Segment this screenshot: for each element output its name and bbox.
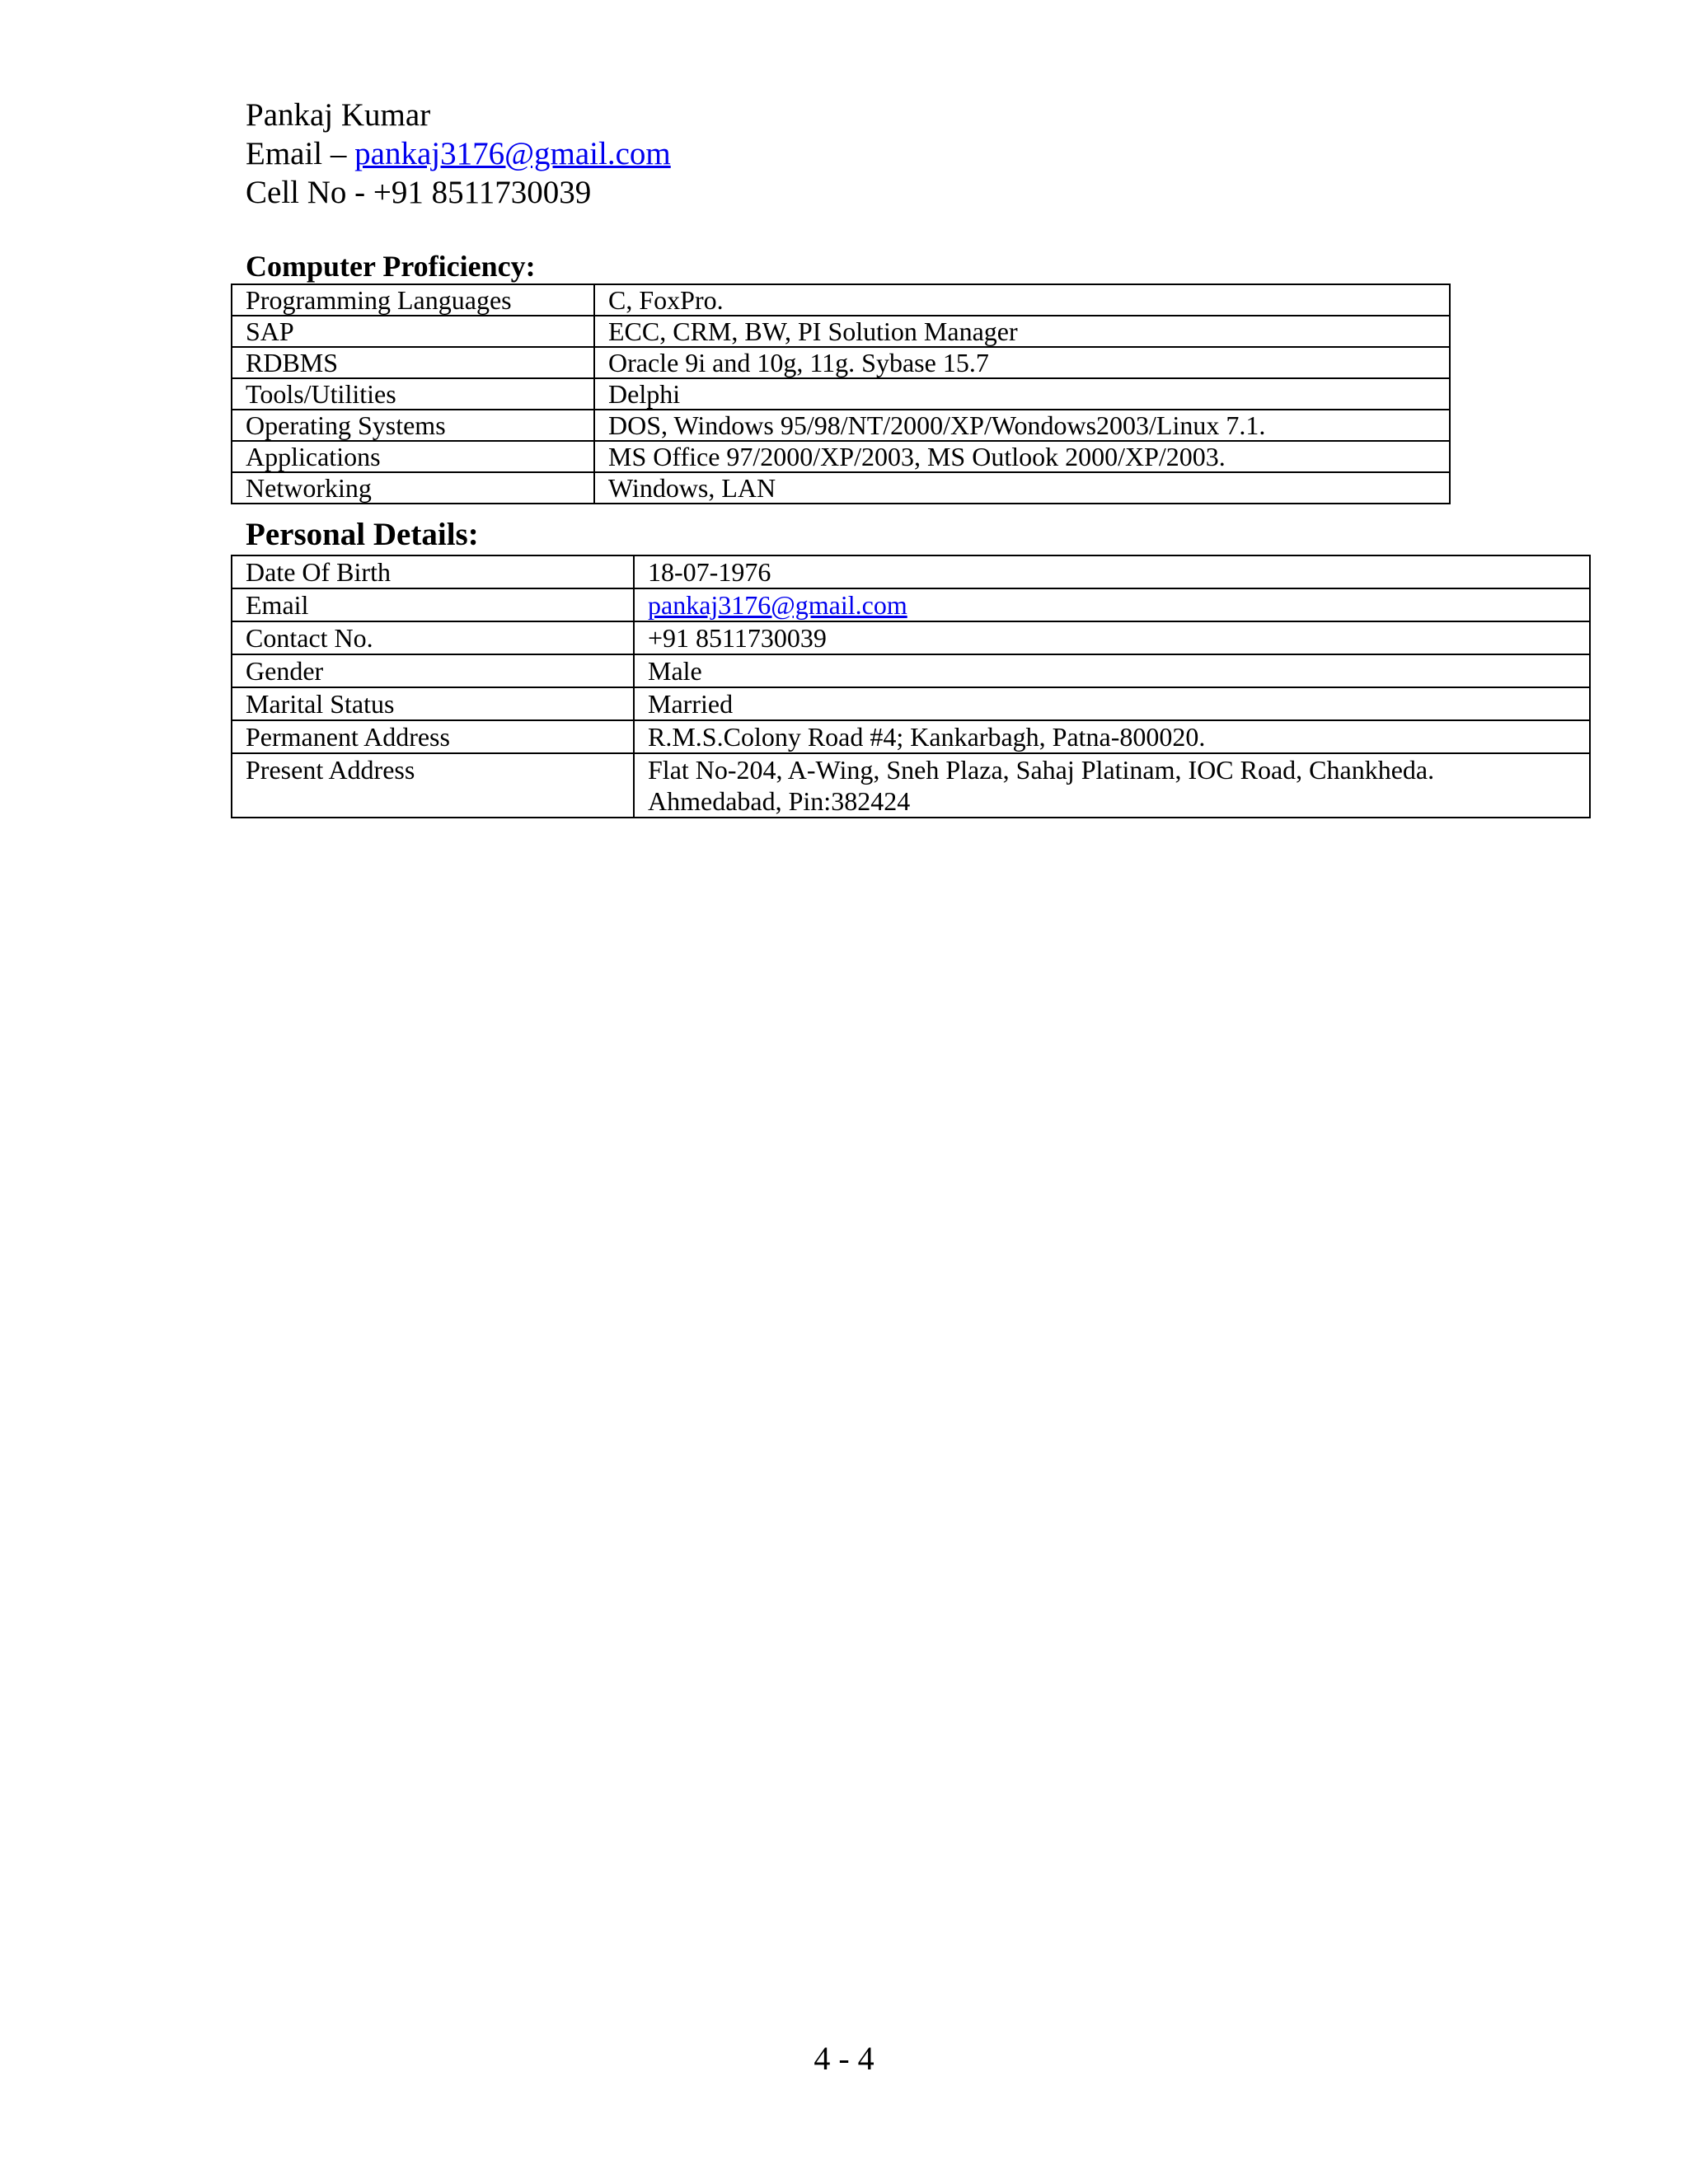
personal-details-table bbox=[231, 555, 1591, 818]
header-email-link[interactable]: pankaj3176@gmail.com bbox=[354, 136, 671, 171]
table-row bbox=[232, 410, 1450, 441]
proficiency-value: MS Office 97/2000/XP/2003, MS Outlook 2000/XP/2003. bbox=[594, 441, 1450, 472]
detail-label: Contact No. bbox=[232, 621, 634, 654]
proficiency-value: Delphi bbox=[594, 378, 1450, 410]
detail-value: Male bbox=[634, 654, 1590, 687]
header-email-line bbox=[246, 134, 671, 173]
proficiency-label: SAP bbox=[232, 316, 594, 347]
contact-header bbox=[246, 96, 671, 212]
proficiency-value: Oracle 9i and 10g, 11g. Sybase 15.7 bbox=[594, 347, 1450, 378]
table-row bbox=[232, 720, 1590, 753]
proficiency-label: Applications bbox=[232, 441, 594, 472]
detail-value: +91 8511730039 bbox=[634, 621, 1590, 654]
header-cell-number: Cell No - +91 8511730039 bbox=[246, 175, 592, 210]
details-email-link[interactable]: pankaj3176@gmail.com bbox=[648, 590, 907, 620]
proficiency-label: Programming Languages bbox=[232, 284, 594, 316]
candidate-name: Pankaj Kumar bbox=[246, 97, 431, 133]
proficiency-value: DOS, Windows 95/98/NT/2000/XP/Wondows2003/Linux 7.1. bbox=[594, 410, 1450, 441]
detail-label: Marital Status bbox=[232, 687, 634, 720]
detail-label: Gender bbox=[232, 654, 634, 687]
detail-value: 18-07-1976 bbox=[634, 555, 1590, 588]
proficiency-value: Windows, LAN bbox=[594, 472, 1450, 504]
computer-proficiency-title: Computer Proficiency: bbox=[246, 250, 536, 283]
detail-label: Date Of Birth bbox=[232, 555, 634, 588]
table-row bbox=[232, 687, 1590, 720]
proficiency-label: Tools/Utilities bbox=[232, 378, 594, 410]
detail-value-cell bbox=[634, 588, 1590, 621]
detail-value: Married bbox=[634, 687, 1590, 720]
table-row bbox=[232, 347, 1450, 378]
proficiency-label: Operating Systems bbox=[232, 410, 594, 441]
table-row bbox=[232, 284, 1450, 316]
computer-proficiency-table bbox=[231, 284, 1451, 504]
proficiency-label: Networking bbox=[232, 472, 594, 504]
present-address-line-2: Ahmedabad, Pin:382424 bbox=[648, 786, 911, 816]
table-row bbox=[232, 378, 1450, 410]
present-address-line-1: Flat No-204, A-Wing, Sneh Plaza, Sahaj Platinam, IOC Road, Chankheda. bbox=[648, 755, 1435, 785]
table-row bbox=[232, 472, 1450, 504]
table-row bbox=[232, 316, 1450, 347]
detail-label: Present Address bbox=[232, 753, 634, 818]
proficiency-value: C, FoxPro. bbox=[594, 284, 1450, 316]
detail-value-cell bbox=[634, 753, 1590, 818]
page-number: 4 - 4 bbox=[814, 2040, 874, 2077]
table-row bbox=[232, 588, 1590, 621]
table-row bbox=[232, 441, 1450, 472]
personal-details-title: Personal Details: bbox=[246, 517, 479, 552]
table-row bbox=[232, 621, 1590, 654]
detail-label: Email bbox=[232, 588, 634, 621]
detail-value: R.M.S.Colony Road #4; Kankarbagh, Patna-800020. bbox=[634, 720, 1590, 753]
table-row bbox=[232, 753, 1590, 818]
table-row bbox=[232, 555, 1590, 588]
detail-label: Permanent Address bbox=[232, 720, 634, 753]
email-prefix: Email – bbox=[246, 136, 355, 171]
table-row bbox=[232, 654, 1590, 687]
proficiency-value: ECC, CRM, BW, PI Solution Manager bbox=[594, 316, 1450, 347]
proficiency-label: RDBMS bbox=[232, 347, 594, 378]
